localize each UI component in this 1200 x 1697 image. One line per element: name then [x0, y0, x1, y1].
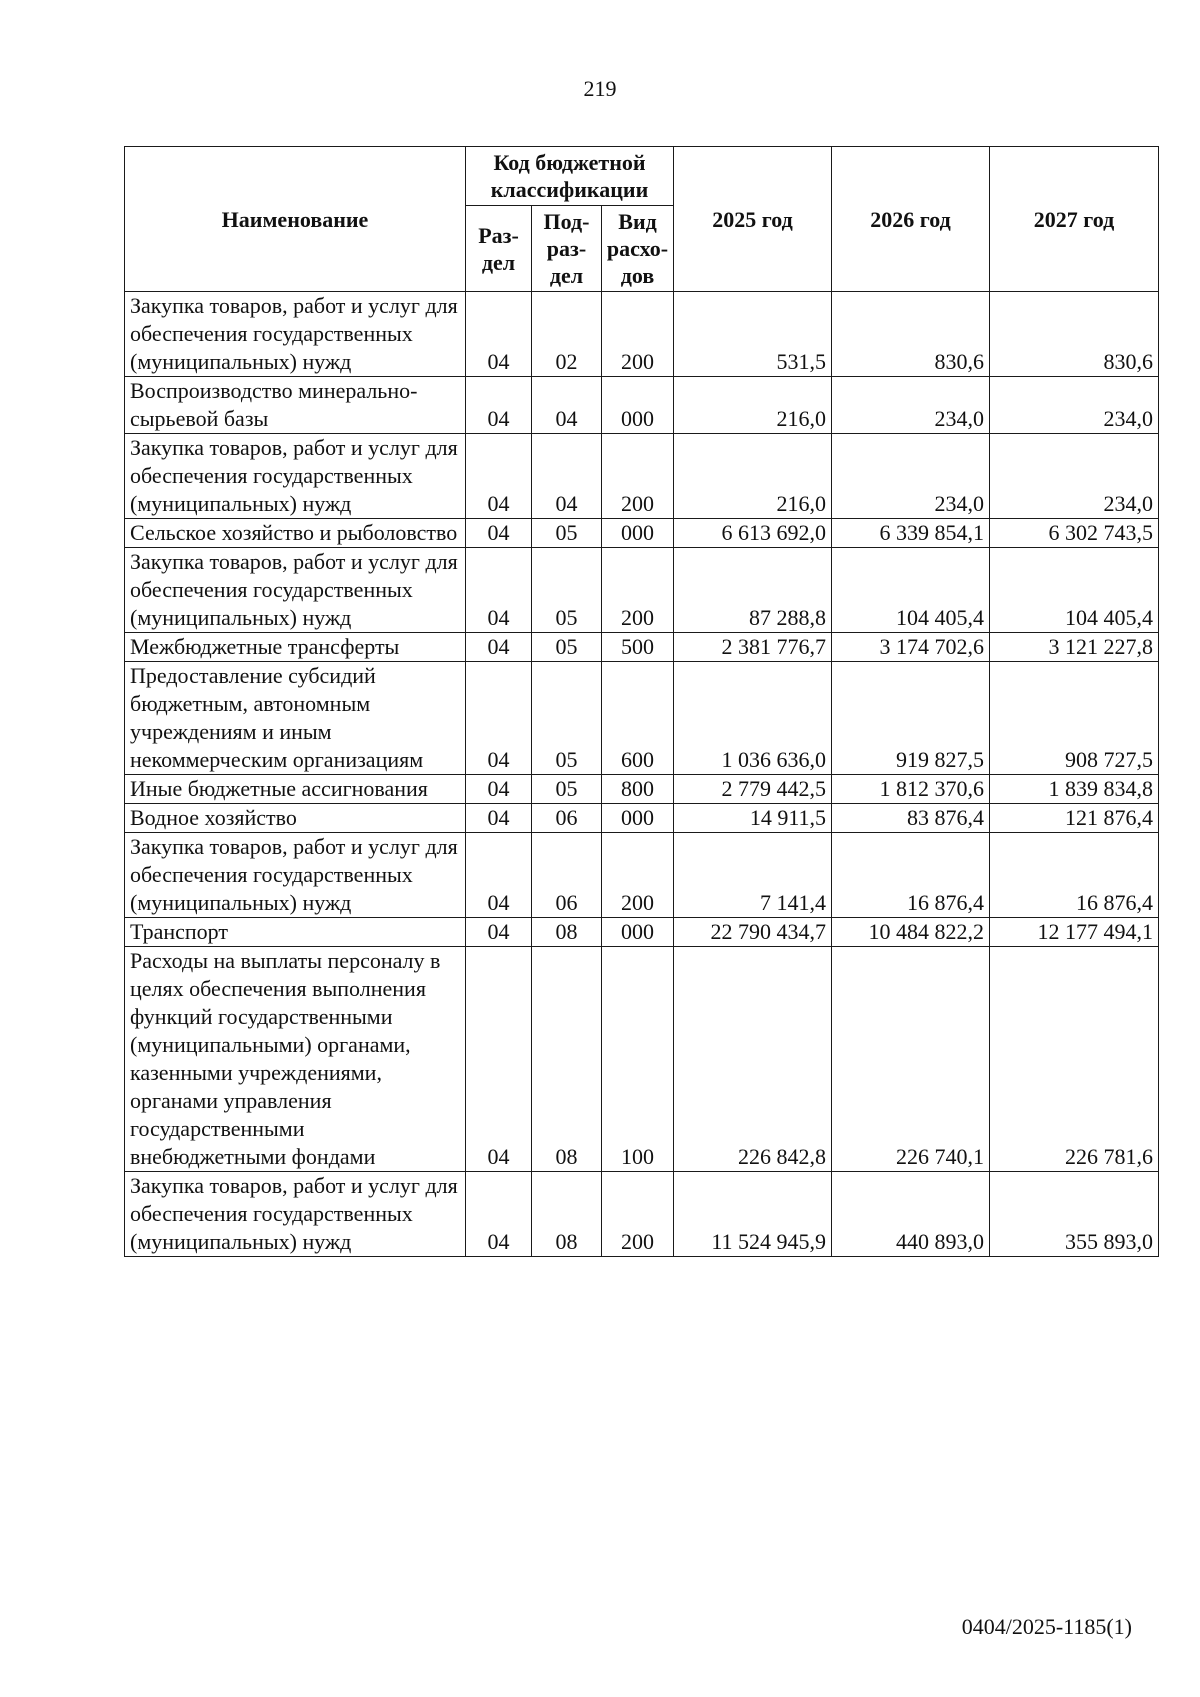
row-subsection: 08 [532, 1172, 602, 1257]
row-section: 04 [466, 775, 532, 804]
row-value-2027: 3 121 227,8 [990, 633, 1159, 662]
row-value-2027: 12 177 494,1 [990, 918, 1159, 947]
row-section: 04 [466, 377, 532, 434]
row-subsection: 08 [532, 918, 602, 947]
row-value-2025: 1 036 636,0 [674, 662, 832, 775]
row-expense-type: 200 [602, 833, 674, 918]
table-row [125, 775, 1159, 804]
row-name: Предоставление субсидий бюджетным, автономным учреждениям и иным некоммерческим организациям [125, 662, 466, 775]
document-id: 0404/2025-1185(1) [961, 1614, 1132, 1639]
row-subsection: 06 [532, 833, 602, 918]
header-row-top [125, 147, 1159, 206]
row-value-2025: 216,0 [674, 377, 832, 434]
row-section: 04 [466, 947, 532, 1172]
row-value-2026: 830,6 [832, 292, 990, 377]
budget-table [124, 146, 1159, 1257]
row-subsection: 05 [532, 633, 602, 662]
header-subsection: Под-раз-дел [532, 206, 602, 292]
row-value-2027: 234,0 [990, 434, 1159, 519]
row-name: Закупка товаров, работ и услуг для обеспечения государственных (муниципальных) нужд [125, 833, 466, 918]
row-section: 04 [466, 804, 532, 833]
row-subsection: 05 [532, 775, 602, 804]
row-value-2026: 226 740,1 [832, 947, 990, 1172]
row-expense-type: 200 [602, 1172, 674, 1257]
row-value-2025: 87 288,8 [674, 548, 832, 633]
row-name: Закупка товаров, работ и услуг для обеспечения государственных (муниципальных) нужд [125, 1172, 466, 1257]
row-value-2025: 14 911,5 [674, 804, 832, 833]
row-value-2026: 10 484 822,2 [832, 918, 990, 947]
table-row [125, 633, 1159, 662]
row-value-2025: 2 779 442,5 [674, 775, 832, 804]
row-section: 04 [466, 633, 532, 662]
row-value-2027: 121 876,4 [990, 804, 1159, 833]
row-expense-type: 200 [602, 434, 674, 519]
table-row [125, 548, 1159, 633]
row-value-2026: 16 876,4 [832, 833, 990, 918]
row-value-2025: 7 141,4 [674, 833, 832, 918]
table-row [125, 292, 1159, 377]
table-row [125, 804, 1159, 833]
page-number: 219 [583, 76, 617, 101]
row-expense-type: 500 [602, 633, 674, 662]
row-value-2026: 104 405,4 [832, 548, 990, 633]
row-name: Закупка товаров, работ и услуг для обеспечения государственных (муниципальных) нужд [125, 292, 466, 377]
header-name: Наименование [125, 147, 466, 292]
row-value-2027: 104 405,4 [990, 548, 1159, 633]
row-expense-type: 200 [602, 548, 674, 633]
table-row [125, 918, 1159, 947]
table-row [125, 1172, 1159, 1257]
row-expense-type: 600 [602, 662, 674, 775]
row-name: Сельское хозяйство и рыболовство [125, 519, 466, 548]
row-name: Расходы на выплаты персоналу в целях обеспечения выполнения функций государственными (муниципальными) органами, казенными учреждениями, органами управления государственными внебюджетными фондами [125, 947, 466, 1172]
table-row [125, 434, 1159, 519]
row-name: Закупка товаров, работ и услуг для обеспечения государственных (муниципальных) нужд [125, 548, 466, 633]
row-section: 04 [466, 918, 532, 947]
row-subsection: 04 [532, 377, 602, 434]
table-row [125, 947, 1159, 1172]
row-value-2025: 216,0 [674, 434, 832, 519]
row-section: 04 [466, 662, 532, 775]
row-name: Транспорт [125, 918, 466, 947]
row-section: 04 [466, 833, 532, 918]
header-2026: 2026 год [832, 147, 990, 292]
row-expense-type: 000 [602, 519, 674, 548]
row-section: 04 [466, 434, 532, 519]
header-section: Раз-дел [466, 206, 532, 292]
row-name: Водное хозяйство [125, 804, 466, 833]
row-section: 04 [466, 548, 532, 633]
table-row [125, 662, 1159, 775]
row-subsection: 06 [532, 804, 602, 833]
row-expense-type: 800 [602, 775, 674, 804]
row-subsection: 08 [532, 947, 602, 1172]
row-value-2025: 22 790 434,7 [674, 918, 832, 947]
row-expense-type: 000 [602, 377, 674, 434]
row-value-2025: 11 524 945,9 [674, 1172, 832, 1257]
row-value-2027: 355 893,0 [990, 1172, 1159, 1257]
row-name: Воспроизводство минерально-сырьевой базы [125, 377, 466, 434]
row-value-2025: 2 381 776,7 [674, 633, 832, 662]
header-expense-type: Вид расхо-дов [602, 206, 674, 292]
row-value-2027: 1 839 834,8 [990, 775, 1159, 804]
row-value-2026: 3 174 702,6 [832, 633, 990, 662]
header-code-group: Код бюджетной классификации [466, 147, 674, 206]
table-body [125, 292, 1159, 1257]
table-row [125, 519, 1159, 548]
row-value-2025: 531,5 [674, 292, 832, 377]
row-value-2025: 226 842,8 [674, 947, 832, 1172]
row-expense-type: 200 [602, 292, 674, 377]
row-expense-type: 100 [602, 947, 674, 1172]
row-value-2027: 6 302 743,5 [990, 519, 1159, 548]
row-value-2027: 16 876,4 [990, 833, 1159, 918]
row-expense-type: 000 [602, 918, 674, 947]
row-value-2027: 830,6 [990, 292, 1159, 377]
row-name: Закупка товаров, работ и услуг для обеспечения государственных (муниципальных) нужд [125, 434, 466, 519]
row-value-2026: 234,0 [832, 377, 990, 434]
row-value-2026: 919 827,5 [832, 662, 990, 775]
row-expense-type: 000 [602, 804, 674, 833]
table-row [125, 833, 1159, 918]
row-subsection: 04 [532, 434, 602, 519]
row-value-2025: 6 613 692,0 [674, 519, 832, 548]
row-value-2027: 226 781,6 [990, 947, 1159, 1172]
row-value-2027: 234,0 [990, 377, 1159, 434]
row-value-2026: 6 339 854,1 [832, 519, 990, 548]
table-row [125, 377, 1159, 434]
row-name: Иные бюджетные ассигнования [125, 775, 466, 804]
row-subsection: 05 [532, 662, 602, 775]
row-section: 04 [466, 519, 532, 548]
header-2027: 2027 год [990, 147, 1159, 292]
row-name: Межбюджетные трансферты [125, 633, 466, 662]
row-subsection: 05 [532, 548, 602, 633]
row-section: 04 [466, 1172, 532, 1257]
row-value-2026: 1 812 370,6 [832, 775, 990, 804]
row-value-2026: 83 876,4 [832, 804, 990, 833]
row-subsection: 02 [532, 292, 602, 377]
row-value-2027: 908 727,5 [990, 662, 1159, 775]
row-value-2026: 440 893,0 [832, 1172, 990, 1257]
row-value-2026: 234,0 [832, 434, 990, 519]
row-subsection: 05 [532, 519, 602, 548]
row-section: 04 [466, 292, 532, 377]
header-2025: 2025 год [674, 147, 832, 292]
